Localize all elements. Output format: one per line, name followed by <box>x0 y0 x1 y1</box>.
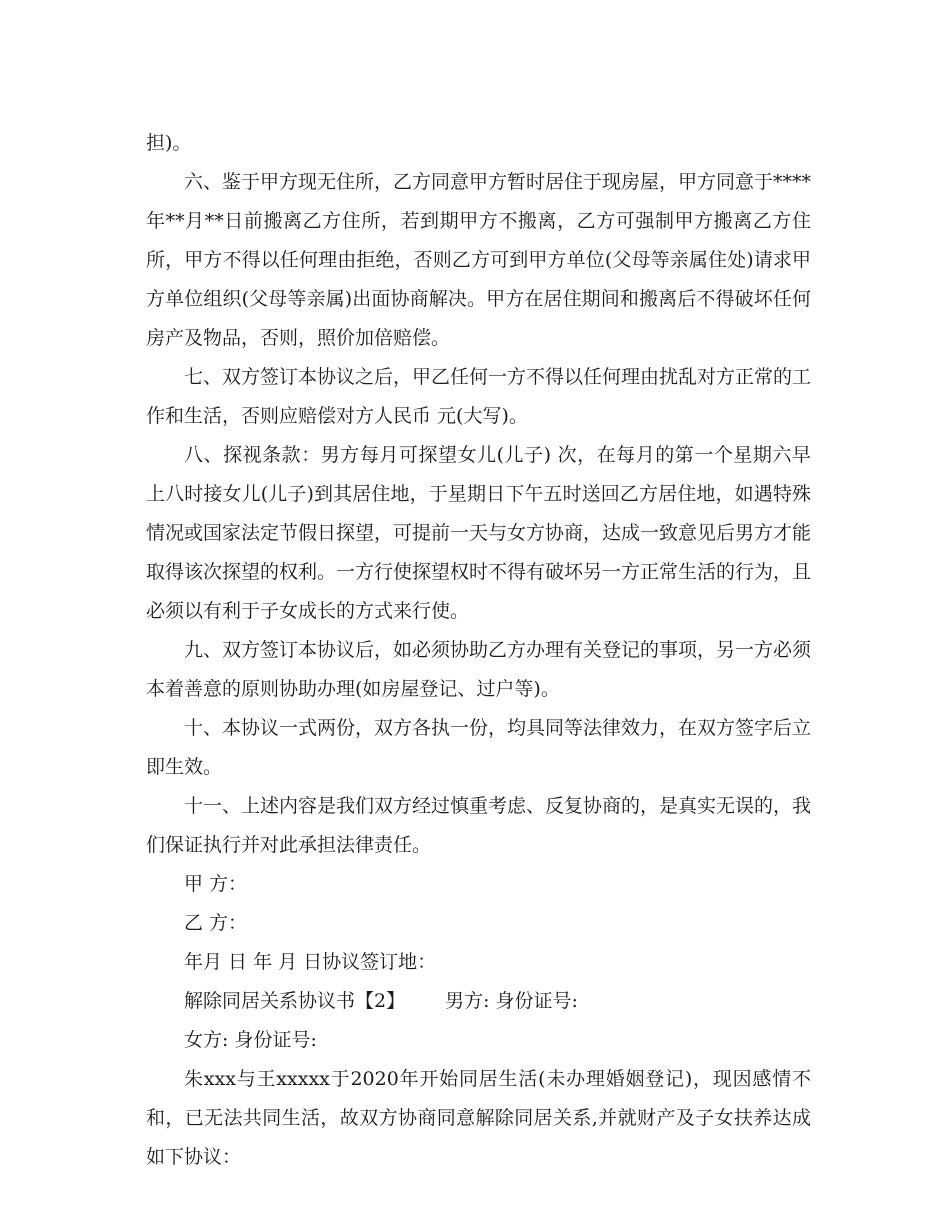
clause-10: 十、本协议一式两份，双方各执一份，均具同等法律效力，在双方签字后立即生效。 <box>146 717 812 778</box>
man-id-label: 男方: 身份证号: <box>445 990 578 1012</box>
clause-11: 十一、上述内容是我们双方经过慎重考虑、反复协商的，是真实无误的，我们保证执行并对此承担法律责任。 <box>146 795 812 856</box>
second-agreement-heading-line <box>146 982 811 1021</box>
clause-7: 七、双方签订本协议之后，甲乙任何一方不得以任何理由扰乱对方正常的工作和生活，否则应赔偿对方人民币 元(大写)。 <box>146 366 812 427</box>
party-a-signature-line: 甲 方： <box>184 873 248 895</box>
party-b-signature-line: 乙 方： <box>184 912 248 934</box>
continuation-text: 担)。 <box>146 132 192 154</box>
second-agreement-title: 解除同居关系协议书【2】 <box>184 990 406 1012</box>
woman-id-label: 女方: 身份证号: <box>184 1029 317 1051</box>
date-location-line: 年月 日 年 月 日协议签订地： <box>184 951 437 973</box>
clause-6: 六、鉴于甲方现无住所，乙方同意甲方暂时居住于现房屋，甲方同意于****年**月**日前搬离乙方住所，若到期甲方不搬离，乙方可强制甲方搬离乙方住所，甲方不得以任何理由拒绝，否则乙方可到甲方单位(父母等亲属住处)请求甲方单位组织(父母等亲属)出面协商解决。甲方在居住期间和搬离后不得破坏任何房产及物品，否则，照价加倍赔偿。 <box>146 171 812 349</box>
intro-paragraph: 朱xxx与王xxxxx于2020年开始同居生活(未办理婚姻登记)，现因感情不和，已无法共同生活，故双方协商同意解除同居关系,并就财产及子女扶养达成如下协议： <box>146 1068 811 1168</box>
clause-9: 九、双方签订本协议后，如必须协助乙方办理有关登记的事项，另一方必须本着善意的原则协助办理(如房屋登记、过户等)。 <box>146 639 812 700</box>
document-body <box>146 124 811 1177</box>
clause-8: 八、探视条款：男方每月可探望女儿(儿子) 次，在每月的第一个星期六早上八时接女儿(儿子)到其居住地，于星期日下午五时送回乙方居住地，如遇特殊情况或国家法定节假日探望，可提前一天与女方协商，达成一致意见后男方才能取得该次探望的权利。一方行使探望权时不得有破坏另一方正常生活的行为，且必须以有利于子女成长的方式来行使。 <box>146 444 812 622</box>
